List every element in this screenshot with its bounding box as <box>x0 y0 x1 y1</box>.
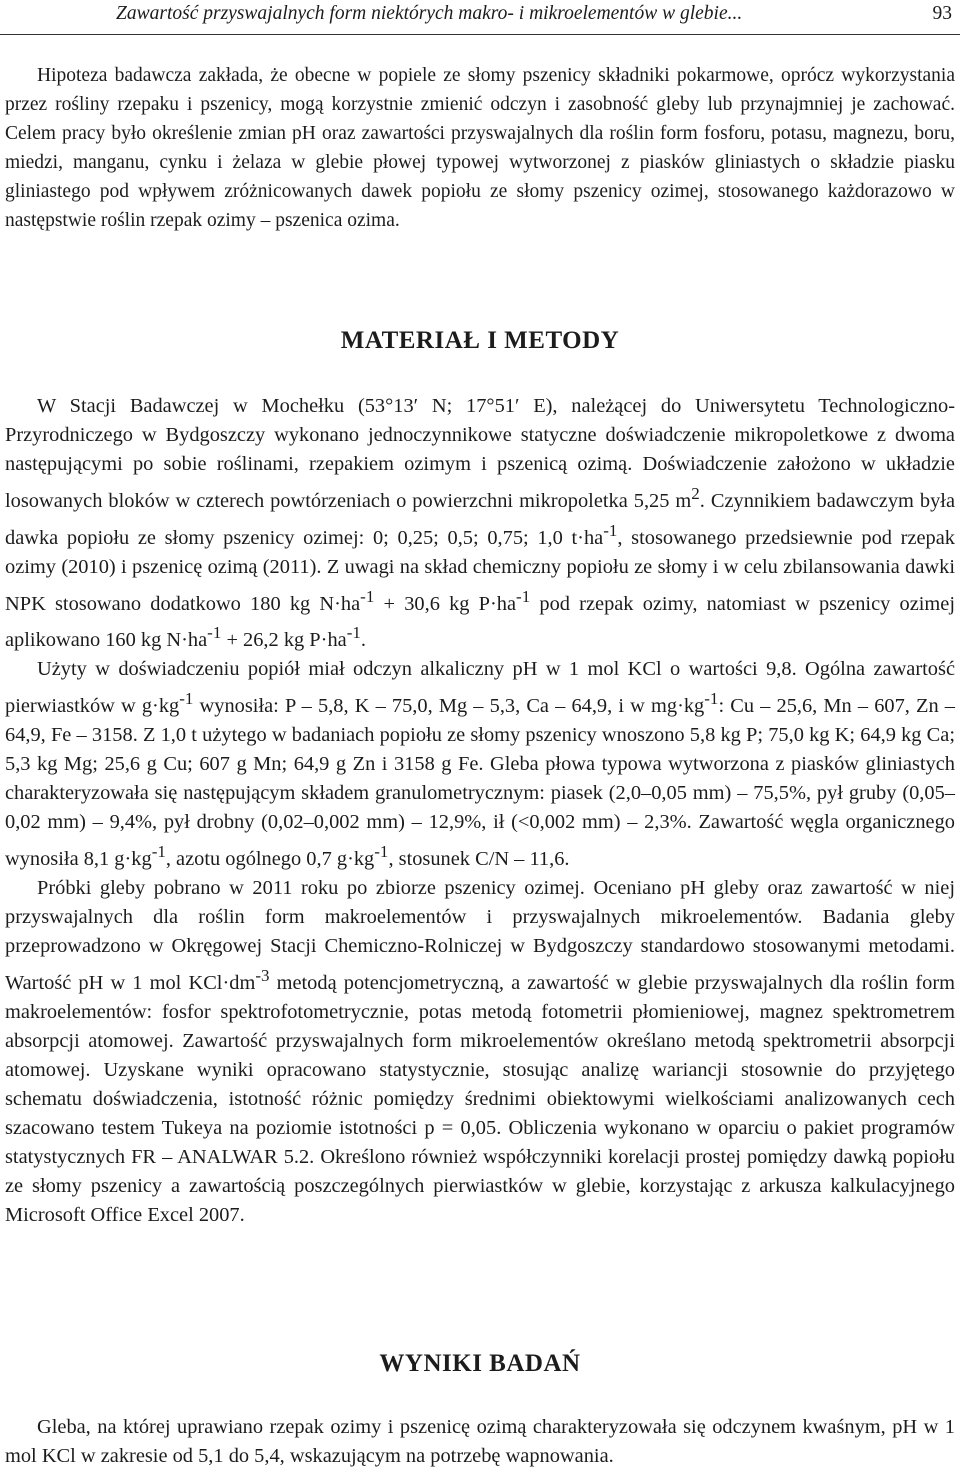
superscript: -1 <box>151 841 166 861</box>
text-run: + 30,6 kg P·ha <box>374 592 517 615</box>
superscript: -1 <box>603 520 618 540</box>
superscript: -1 <box>516 586 531 606</box>
methods-paragraph-2 <box>5 655 955 874</box>
methods-section <box>5 392 955 1230</box>
section-heading-methods: MATERIAŁ I METODY <box>340 327 620 354</box>
methods-paragraph-1 <box>5 392 955 655</box>
text-run: , stosunek C/N – 11,6. <box>388 847 570 870</box>
superscript: -1 <box>374 841 389 861</box>
text-run: . Czynnikiem badawczym była dawka popiołu ze słomy pszenicy ozimej: 0; 0,25; 0,5; 0,75; 1,0 t·ha <box>5 489 955 549</box>
text-run: metodą potencjometryczną, a zawartość w glebie przyswajalnych dla roślin form makroelementów: fosfor spektrofotometrycznie, potas metodą fotometrii płomieniowej, magnez spektrometrem absorpcji atomowej. Zawartość przyswajalnych form mikroelementów określano metodą spektrometrii absorpcji atomowej. Uzyskane wyniki opracowano statystycznie, stosując analizę wariancji stosownie do przyjętego schematu doświadczenia, istotność różnic pomiędzy średnimi obiektowymi wielkościami analizowanych cech szacowano testem Tukeya na poziomie istotności p = 0,05. Obliczenia wykonano w oparciu o pakiet programów statystycznych FR – ANALWAR 5.2. Określono również współczynniki korelacji prostej pomiędzy dawką popiołu ze słomy pszenicy a zawartością poszczególnych pierwiastków w glebie, korzystając z arkusza kalkulacyjnego Microsoft Office Excel 2007. <box>5 971 955 1226</box>
page-header <box>0 0 960 35</box>
text-run: pod rzepak ozimy, natomiast w pszenicy ozimej aplikowano 160 kg N·ha <box>5 592 956 652</box>
superscript: -1 <box>207 623 222 643</box>
superscript: -3 <box>255 965 270 985</box>
text-run: + 26,2 kg P·ha <box>221 629 347 652</box>
text-run: , stosowanego przedsiewnie pod rzepak ozimy (2010) i pszenicę ozimą (2011). Z uwagi na skład chemiczny popiołu ze słomy i w celu zbilansowania dawki NPK stosowano dodatkowo 180 kg N·ha <box>5 526 955 615</box>
intro-paragraph: Hipoteza badawcza zakłada, że obecne w popiele ze słomy pszenicy składniki pokarmowe, oprócz wykorzystania przez rośliny rzepaku i pszenicy, mogą korzystnie zmienić odczyn i zasobność gleby lub przynajmniej je zachować. Celem pracy było określenie zmian pH oraz zawartości przyswajalnych dla roślin form fosforu, potasu, magnezu, boru, miedzi, manganu, cynku i żelaza w glebie płowej typowej wytworzonej z piasków gliniastych o składzie piasku gliniastego pod wpływem zróżnicowanych dawek popiołu ze słomy pszenicy ozimej, stosowanego każdorazowo w następstwie roślin rzepak ozimy – pszenica ozima. <box>5 65 955 231</box>
text-run: : Cu – 25,6, Mn – 607, Zn – 64,9, Fe – 3158. Z 1,0 t użytego w badaniach popiołu ze słomy pszenicy wnoszono 5,8 kg P; 75,0 kg K; 64,9 kg Ca; 5,3 kg Mg; 25,6 g Cu; 607 g Mn; 64,9 g Zn i 3158 g Fe. Gleba płowa typowa wytworzona z piasków gliniastych charakteryzowała się następującym składem granulometrycznym: piasek (2,0–0,05 mm) – 75,5%, pył gruby (0,05–0,02 mm) – 9,4%, pył drobny (0,02–0,002 mm) – 12,9%, ił (<0,002 mm) – 2,3%. Zawartość węgla organicznego wynosiła 8,1 g·kg <box>5 694 955 870</box>
text-run: Użyty w doświadczeniu popiół miał odczyn alkaliczny pH w 1 mol KCl o wartości 9,8. Ogólna zawartość pierwiastków w g·kg <box>5 658 955 717</box>
text-run: wynosiła: P – 5,8, K – 75,0, Mg – 5,3, Ca – 64,9, i w mg·kg <box>193 694 705 717</box>
page-number: 93 <box>932 3 952 24</box>
methods-paragraph-3 <box>5 874 955 1230</box>
text-run: W Stacji Badawczej w Mochełku (53°13′ N; 17°51′ E), należącej do Uniwersytetu Technologiczno-Przyrodniczego w Bydgoszczy wykonano jednoczynnikowe statyczne doświadczenie mikropoletkowe z dwoma następującymi po sobie roślinami, rzepakiem ozimym i pszenicą ozimą. Doświadczenie założono w układzie losowanych bloków w czterech powtórzeniach o powierzchni mikropoletka 5,25 m <box>5 395 955 512</box>
results-paragraph: Gleba, na której uprawiano rzepak ozimy i pszenicę ozimą charakteryzowała się odczynem kwaśnym, pH w 1 mol KCl w zakresie od 5,1 do 5,4, wskazującym na potrzebę wapnowania. <box>5 1416 955 1467</box>
intro-section <box>5 61 955 235</box>
text-run: . <box>360 629 366 652</box>
results-section <box>5 1413 955 1471</box>
superscript: -1 <box>346 623 361 643</box>
section-heading-results: WYNIKI BADAŃ <box>379 1350 581 1377</box>
running-title: Zawartość przyswajalnych form niektórych makro- i mikroelementów w glebie... <box>116 3 743 24</box>
superscript: -1 <box>360 586 375 606</box>
superscript: -1 <box>704 689 719 709</box>
superscript: -1 <box>179 689 194 709</box>
superscript: 2 <box>691 484 700 503</box>
text-run: Próbki gleby pobrano w 2011 roku po zbiorze pszenicy ozimej. Oceniano pH gleby oraz zawartość w niej przyswajalnych dla roślin form makroelementów i przyswajalnych mikroelementów. Badania gleby przeprowadzono w Okręgowej Stacji Chemiczno-Rolniczej w Bydgoszczy standardowo stosowanymi metodami. Wartość pH w 1 mol KCl·dm <box>5 876 955 994</box>
text-run: , azotu ogólnego 0,7 g·kg <box>165 847 375 870</box>
